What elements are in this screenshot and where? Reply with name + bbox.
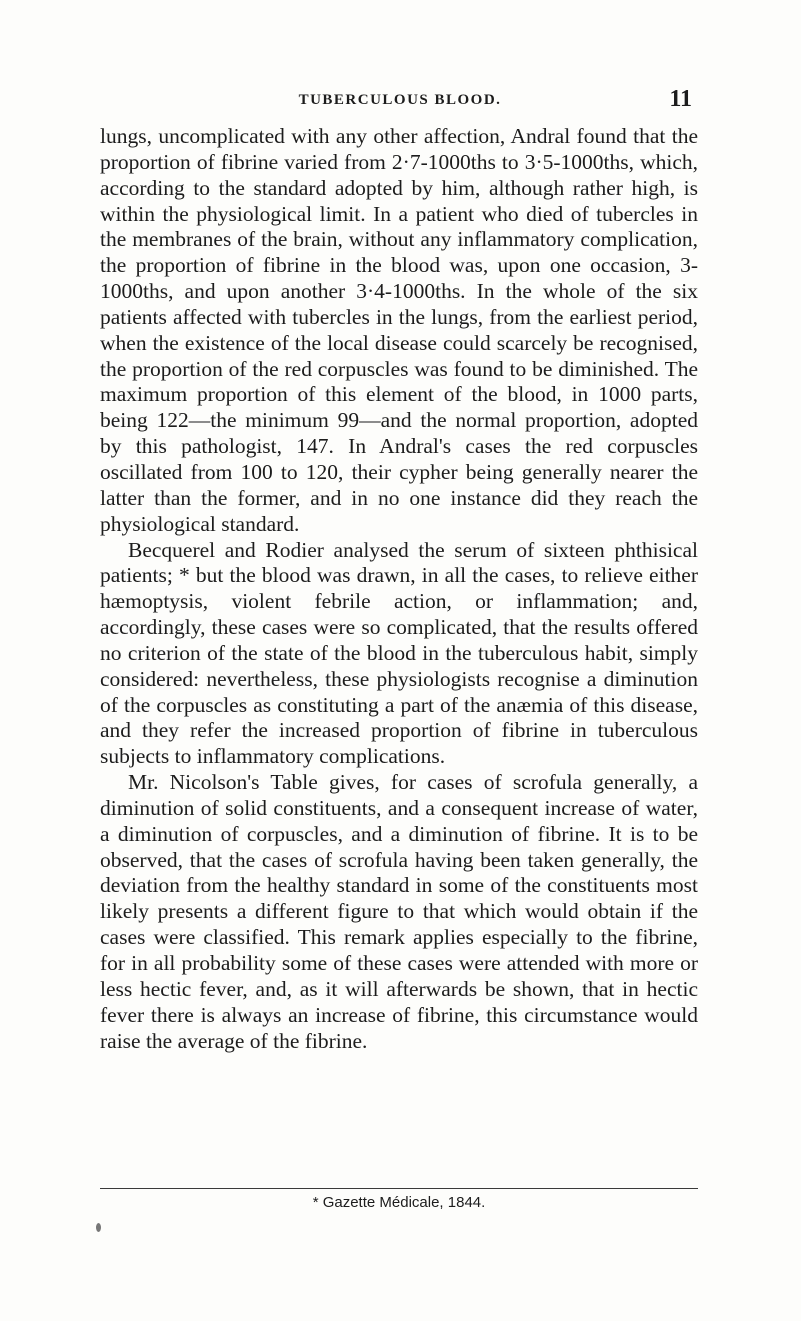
paragraph-becquerel-rodier: Becquerel and Rodier analysed the serum of sixteen phthisical patients; * but the blood was drawn, in all the cases, to relieve either hæmoptysis, violent febrile action, or inflammation; and, accordingly, these cases were so complicated, that the results offered no criterion of the state of the blood in the tuberculous habit, simply considered: nevertheless, these physiologists recognise a diminution of the corpuscles as constituting a part of the anæmia of this disease, and they refer the increased proportion of fibrine in tuberculous subjects to inflammatory complications.: [100, 537, 698, 769]
footnote-divider: [100, 1188, 698, 1189]
page-number: 11: [669, 86, 692, 112]
running-title: TUBERCULOUS BLOOD.: [298, 92, 502, 108]
paragraph-continued: lungs, uncomplicated with any other affection, Andral found that the proportion of fibrine varied from 2·7-1000ths to 3·5-1000ths, which, according to the standard adopted by him, although rather high, is within the physiological limit. In a patient who died of tubercles in the membranes of the brain, without any inflammatory complication, the proportion of fibrine in the blood was, upon one occasion, 3-1000ths, and upon another 3·4-1000ths. In the whole of the six patients affected with tubercles in the lungs, from the earliest period, when the existence of the local disease could scarcely be recognised, the proportion of the red corpuscles was found to be diminished. The maximum proportion of this element of the blood, in 1000 parts, being 122—the minimum 99—and the normal proportion, adopted by this pathologist, 147. In Andral's cases the red corpuscles oscillated from 100 to 120, their cypher being generally nearer the latter than the former, and in no one instance did they reach the physiological standard.: [100, 124, 698, 536]
paragraph-nicolson-table: Mr. Nicolson's Table gives, for cases of scrofula generally, a diminution of solid constituents, and a consequent increase of water, a diminution of corpuscles, and a diminution of fibrine. It is to be observed, that the cases of scrofula having been taken generally, the deviation from the healthy standard in some of the constituents most likely presents a different figure to that which would obtain if the cases were classified. This remark applies especially to the fibrine, for in all probability some of these cases were attended with more or less hectic fever, and, as it will afterwards be shown, that in hectic fever there is always an increase of fibrine, this circumstance would raise the average of the fibrine.: [100, 770, 698, 1053]
ink-spot: [96, 1223, 101, 1232]
footnote: * Gazette Médicale, 1844.: [312, 1194, 486, 1211]
body-text: [100, 124, 698, 1054]
running-head: [100, 86, 700, 116]
